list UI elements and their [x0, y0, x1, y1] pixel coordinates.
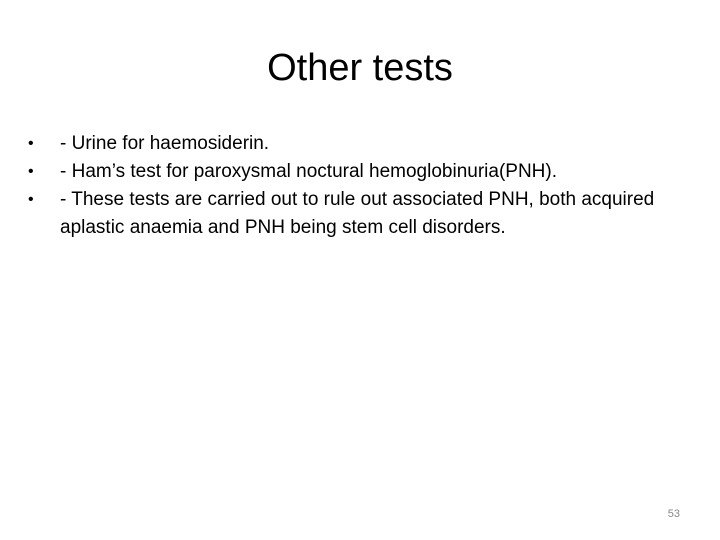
bullet-icon: •	[28, 191, 34, 208]
page-number: 53	[667, 508, 680, 520]
bullet-icon: •	[28, 135, 34, 152]
bullet-item-urine	[28, 130, 678, 158]
bullet-item-purpose	[28, 186, 678, 242]
bullet-item-hams-test	[28, 158, 678, 186]
bullet-list	[28, 130, 678, 242]
bullet-text: - Ham’s test for paroxysmal noctural hemoglobinuria(PNH).	[60, 161, 557, 182]
bullet-text: - These tests are carried out to rule out associated PNH, both acquired aplastic anaemia and PNH being stem cell disorders.	[60, 189, 655, 238]
bullet-icon: •	[28, 163, 34, 180]
bullet-text: - Urine for haemosiderin.	[60, 133, 270, 154]
slide-title: Other tests	[267, 47, 453, 89]
